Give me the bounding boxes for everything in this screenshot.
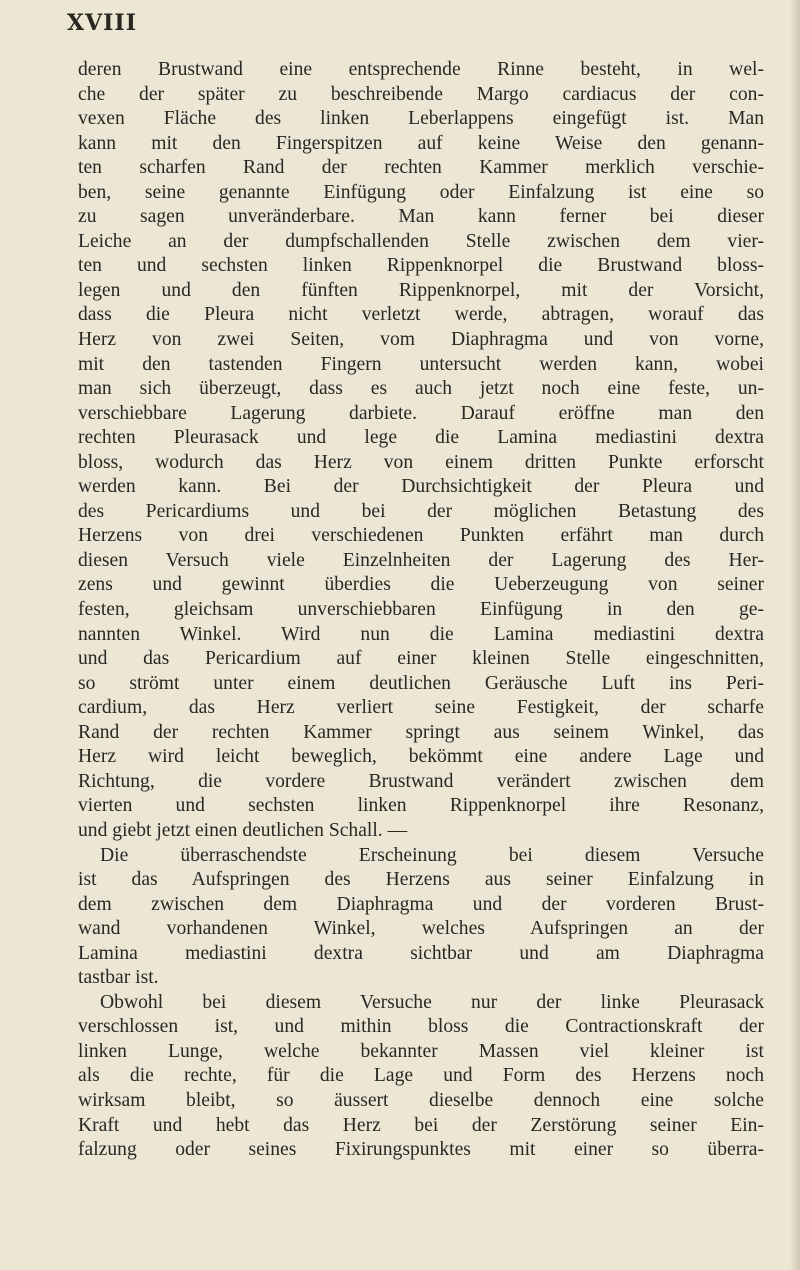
text-line: deren Brustwand eine entsprechende Rinne besteht, in wel- — [78, 59, 764, 80]
text-line: falzung oder seines Fixirungspunktes mit einer so überra- — [78, 1139, 764, 1161]
text-line: wand vorhandenen Winkel, welches Aufspringen an der — [78, 918, 764, 940]
text-line: man sich überzeugt, dass es auch jetzt noch eine feste, un- — [78, 378, 764, 400]
text-line: so strömt unter einem deutlichen Geräusche Luft ins Peri- — [78, 672, 764, 694]
text-line: Die überraschendste Erscheinung bei diesem Versuche — [100, 844, 764, 866]
text-line: rechten Pleurasack und lege die Lamina mediastini dextra — [78, 427, 764, 449]
text-line: und das Pericardium auf einer kleinen Stelle eingeschnitten, — [78, 648, 764, 670]
text-line: zens und gewinnt überdies die Ueberzeugung von seiner — [78, 574, 764, 596]
text-line: Kraft und hebt das Herz bei der Zerstörung seiner Ein- — [78, 1114, 764, 1136]
text-line: ten und sechsten linken Rippenknorpel die Brustwand bloss- — [78, 255, 764, 277]
text-line: ist das Aufspringen des Herzens aus seiner Einfalzung in — [78, 869, 764, 891]
text-line: Herz von zwei Seiten, vom Diaphragma und von vorne, — [78, 329, 764, 351]
text-line: verschlossen ist, und mithin bloss die Contractionskraft der — [78, 1016, 764, 1038]
text-line: bloss, wodurch das Herz von einem dritten Punkte erforscht — [78, 451, 764, 473]
text-line: und giebt jetzt einen deutlichen Schall. — — [78, 819, 408, 841]
text-line: che der später zu beschreibende Margo cardiacus der con- — [78, 83, 764, 105]
text-line: tastbar ist. — [78, 967, 159, 989]
text-line: des Pericardiums und bei der möglichen Betastung des — [78, 500, 764, 522]
text-line: Herzens von drei verschiedenen Punkten erfährt man durch — [78, 525, 764, 547]
text-line: Obwohl bei diesem Versuche nur der linke Pleurasack — [100, 991, 764, 1013]
text-line: diesen Versuch viele Einzelnheiten der Lagerung des Her- — [78, 549, 764, 571]
text-line: kann mit den Fingerspitzen auf keine Weise den genann- — [78, 132, 764, 154]
text-line: cardium, das Herz verliert seine Festigkeit, der scharfe — [78, 697, 764, 719]
text-line: wirksam bleibt, so äussert dieselbe dennoch eine solche — [78, 1089, 764, 1111]
text-line: zu sagen unveränderbare. Man kann ferner bei dieser — [78, 206, 764, 228]
text-line: nannten Winkel. Wird nun die Lamina mediastini dextra — [78, 623, 764, 645]
text-line: ben, seine genannte Einfügung oder Einfalzung ist eine so — [78, 181, 764, 203]
page-number: XVIII — [67, 10, 138, 36]
text-line: festen, gleichsam unverschiebbaren Einfügung in den ge- — [78, 599, 764, 621]
text-line: vexen Fläche des linken Leberlappens eingefügt ist. Man — [78, 108, 764, 130]
text-line: verschiebbare Lagerung darbiete. Darauf eröffne man den — [78, 402, 764, 424]
text-line: Rand der rechten Kammer springt aus seinem Winkel, das — [78, 721, 764, 743]
text-line: dem zwischen dem Diaphragma und der vorderen Brust- — [78, 893, 764, 915]
text-line: linken Lunge, welche bekannter Massen viel kleiner ist — [78, 1040, 764, 1062]
body-text — [78, 58, 764, 1163]
text-line: Leiche an der dumpfschallenden Stelle zwischen dem vier- — [78, 230, 764, 252]
page-edge-shadow — [790, 0, 800, 1270]
text-line: Lamina mediastini dextra sichtbar und am Diaphragma — [78, 942, 764, 964]
text-line: Richtung, die vordere Brustwand verändert zwischen dem — [78, 770, 764, 792]
text-line: Herz wird leicht beweglich, bekömmt eine andere Lage und — [78, 746, 764, 768]
text-line: vierten und sechsten linken Rippenknorpel ihre Resonanz, — [78, 795, 764, 817]
text-line: dass die Pleura nicht verletzt werde, abtragen, worauf das — [78, 304, 764, 326]
text-line: mit den tastenden Fingern untersucht werden kann, wobei — [78, 353, 764, 375]
text-line: als die rechte, für die Lage und Form des Herzens noch — [78, 1065, 764, 1087]
text-line: werden kann. Bei der Durchsichtigkeit der Pleura und — [78, 476, 764, 498]
text-line: legen und den fünften Rippenknorpel, mit der Vorsicht, — [78, 279, 764, 301]
text-line: ten scharfen Rand der rechten Kammer merklich verschie- — [78, 157, 764, 179]
